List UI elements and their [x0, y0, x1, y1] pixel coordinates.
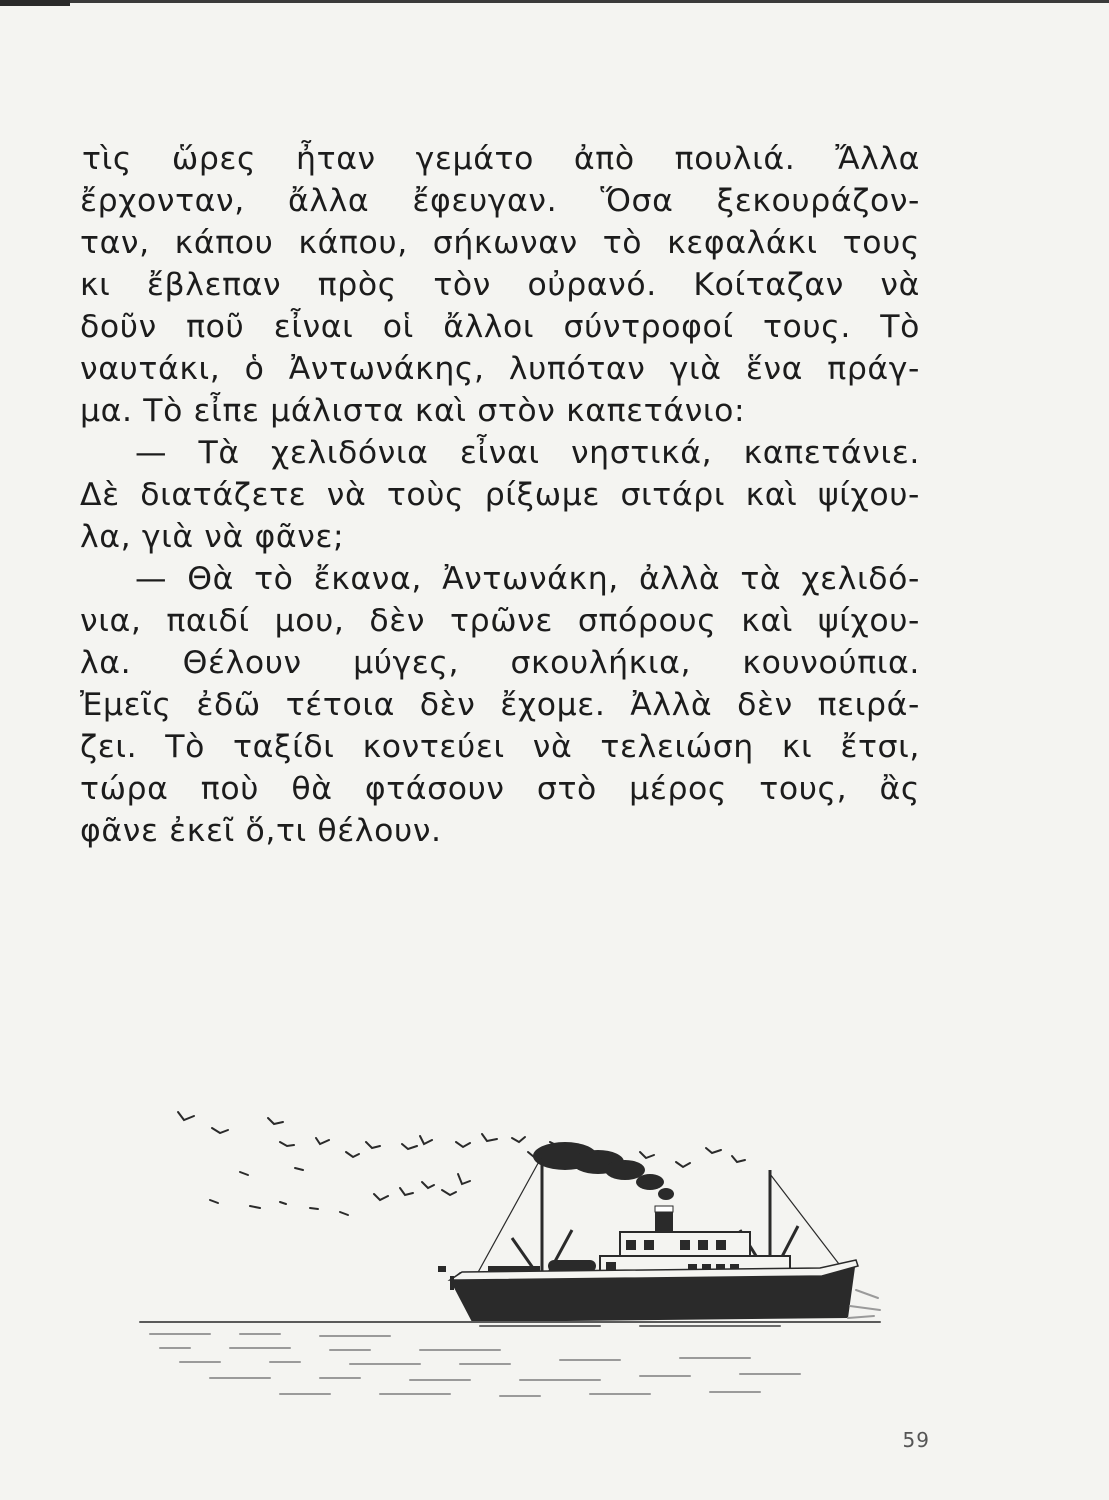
text-line-15: ζει. Τὸ ταξίδι κοντεύει νὰ τελειώση κι ἔτσι, — [80, 729, 920, 765]
page-number: 59 — [902, 1428, 930, 1452]
steamship-with-swallows-icon — [120, 1090, 900, 1420]
text-line-12: νια, παιδί μου, δὲν τρῶνε σπόρους καὶ ψίχου- — [80, 603, 920, 639]
text-line-13: λα. Θέλουν μύγες, σκουλήκια, κουνούπια. — [80, 645, 920, 681]
text-line-16: τώρα ποὺ θὰ φτάσουν στὸ μέρος τους, ἂς — [80, 771, 920, 807]
story-text — [80, 138, 920, 852]
page-top-edge — [0, 0, 1109, 3]
text-line-1: τὶς ὥρες ἦταν γεμάτο ἀπὸ πουλιά. Ἄλλα — [82, 141, 920, 177]
dialogue-line-1: — Τὰ χελιδόνια εἶναι νηστικά, καπετάνιε. — [135, 435, 920, 471]
swallow-flock — [178, 1112, 745, 1215]
text-line-7: μα. Τὸ εἶπε μάλιστα καὶ στὸν καπετάνιο: — [80, 393, 746, 429]
smoke-cloud — [533, 1142, 674, 1200]
text-line-10: λα, γιὰ νὰ φᾶνε; — [80, 519, 345, 555]
dialogue-line-2: — Θὰ τὸ ἔκανα, Ἀντωνάκη, ἀλλὰ τὰ χελιδό- — [135, 561, 920, 597]
text-line-9: Δὲ διατάζετε νὰ τοὺς ρίξωμε σιτάρι καὶ ψίχου- — [80, 477, 920, 513]
page-top-edge-shadow — [0, 0, 70, 6]
text-line-5: δοῦν ποῦ εἶναι οἱ ἄλλοι σύντροφοί τους. Τὸ — [80, 309, 920, 345]
text-line-17: φᾶνε ἐκεῖ ὅ,τι θέλουν. — [80, 813, 442, 849]
text-line-14: Ἐμεῖς ἐδῶ τέτοια δὲν ἔχομε. Ἀλλὰ δὲν πειρά- — [80, 687, 920, 723]
text-line-4: κι ἔβλεπαν πρὸς τὸν οὐρανό. Κοίταζαν νὰ — [80, 267, 920, 303]
text-line-2: ἔρχονταν, ἄλλα ἔφευγαν. Ὅσα ξεκουράζον- — [80, 183, 920, 219]
ship-hull — [438, 1206, 858, 1322]
text-line-6: ναυτάκι, ὁ Ἀντωνάκης, λυπόταν γιὰ ἕνα πράγ- — [80, 351, 920, 387]
text-line-3: ταν, κάπου κάπου, σήκωναν τὸ κεφαλάκι τους — [80, 225, 920, 261]
